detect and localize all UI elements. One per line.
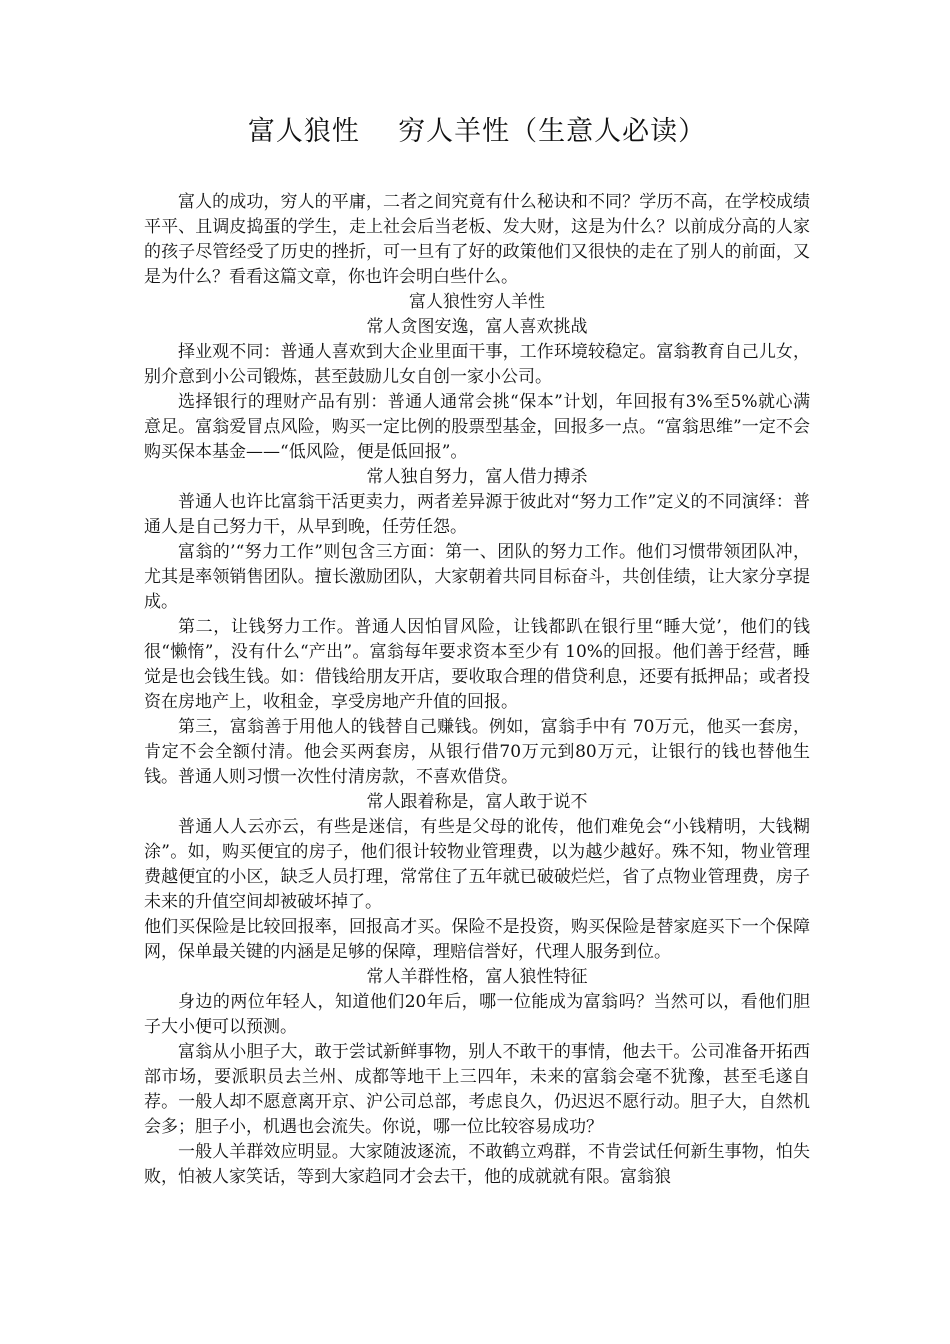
document-page (144, 112, 810, 1190)
paragraph: 普通人也许比富翁干活更卖力，两者差异源于彼此对“努力工作”定义的不同演绎：普通人是自己努力干，从早到晚，任劳任怨。 (144, 492, 810, 537)
section-heading: 常人羊群性格，富人狼性特征 (366, 967, 588, 987)
paragraph: 富翁从小胆子大，敢于尝试新鲜事物，别人不敢干的事情，他去干。公司准备开拓西部市场，要派职员去兰州、成都等地干上三四年，未来的富翁会毫不犹豫，甚至毛遂自荐。一般人却不愿意离开京、沪公司总部，考虑良久，仍迟迟不愿行动。胆子大，自然机会多；胆子小，机遇也会流失。你说，哪一位比较容易成功？ (144, 1042, 810, 1137)
paragraph: 选择银行的理财产品有别：普通人通常会挑“保本”计划，年回报有3%至5%就心满意足。富翁爱冒点风险，购买一定比例的股票型基金，回报多一点。“富翁思维”一定不会购买保本基金——“低风险，便是低回报”。 (144, 392, 810, 462)
document-title: 富人狼性 穷人羊性（生意人必读） (247, 116, 707, 147)
paragraph: 第三，富翁善于用他人的钱替自己赚钱。例如，富翁手中有 70万元，他买一套房，肯定不会全额付清。他会买两套房，从银行借70万元到80万元，让银行的钱也替他生钱。普通人则习惯一次性付清房款，不喜欢借贷。 (144, 717, 810, 787)
paragraph: 第二，让钱努力工作。普通人因怕冒风险，让钱都趴在银行里“睡大觉’，他们的钱很“懒惰”，没有什么“产出”。富翁每年要求资本至少有 10%的回报。他们善于经营，睡觉是也会钱生钱。如：借钱给朋友开店，要收取合理的借贷利息，还要有抵押品；或者投资在房地产上，收租金，享受房地产升值的回报。 (144, 617, 810, 712)
section-heading: 富人狼性穷人羊性 (409, 292, 545, 312)
paragraph: 富翁的’“努力工作”则包含三方面：第一、团队的努力工作。他们习惯带领团队冲，尤其是率领销售团队。擅长激励团队，大家朝着共同目标奋斗，共创佳绩，让大家分享提成。 (144, 542, 810, 612)
paragraph: 择业观不同：普通人喜欢到大企业里面干事，工作环境较稳定。富翁教育自己儿女，别介意到小公司锻炼，甚至鼓励儿女自创一家小公司。 (144, 342, 810, 387)
paragraph: 他们买保险是比较回报率，回报高才买。保险不是投资，购买保险是替家庭买下一个保障网，保单最关键的内涵是足够的保障，理赔信誉好，代理人服务到位。 (144, 917, 810, 962)
section-heading: 常人跟着称是，富人敢于说不 (366, 792, 588, 812)
paragraph: 普通人人云亦云，有些是迷信，有些是父母的讹传，他们难免会“小钱精明，大钱糊涂”。如，购买便宜的房子，他们很计较物业管理费，以为越少越好。殊不知，物业管理费越便宜的小区，缺乏人员打理，常常住了五年就已破破烂烂，省了点物业管理费，房子未来的升值空间却被破坏掉了。 (144, 817, 810, 912)
section-heading: 常人贪图安逸，富人喜欢挑战 (366, 317, 588, 337)
paragraph: 一般人羊群效应明显。大家随波逐流，不敢鹤立鸡群，不肯尝试任何新生事物，怕失败，怕被人家笑话，等到大家趋同才会去干，他的成就就有限。富翁狼 (144, 1142, 810, 1187)
paragraph: 身边的两位年轻人，知道他们20年后，哪一位能成为富翁吗？当然可以，看他们胆子大小便可以预测。 (144, 992, 810, 1037)
document-body (144, 190, 810, 1190)
paragraph: 富人的成功，穷人的平庸，二者之间究竟有什么秘诀和不同？学历不高，在学校成绩平平、且调皮捣蛋的学生，走上社会后当老板、发大财，这是为什么？以前成分高的人家的孩子尽管经受了历史的挫折，可一旦有了好的政策他们又很快的走在了别人的前面，又是为什么？看看这篇文章，你也许会明白些什么。 (144, 192, 810, 287)
section-heading: 常人独自努力，富人借力搏杀 (366, 467, 588, 487)
